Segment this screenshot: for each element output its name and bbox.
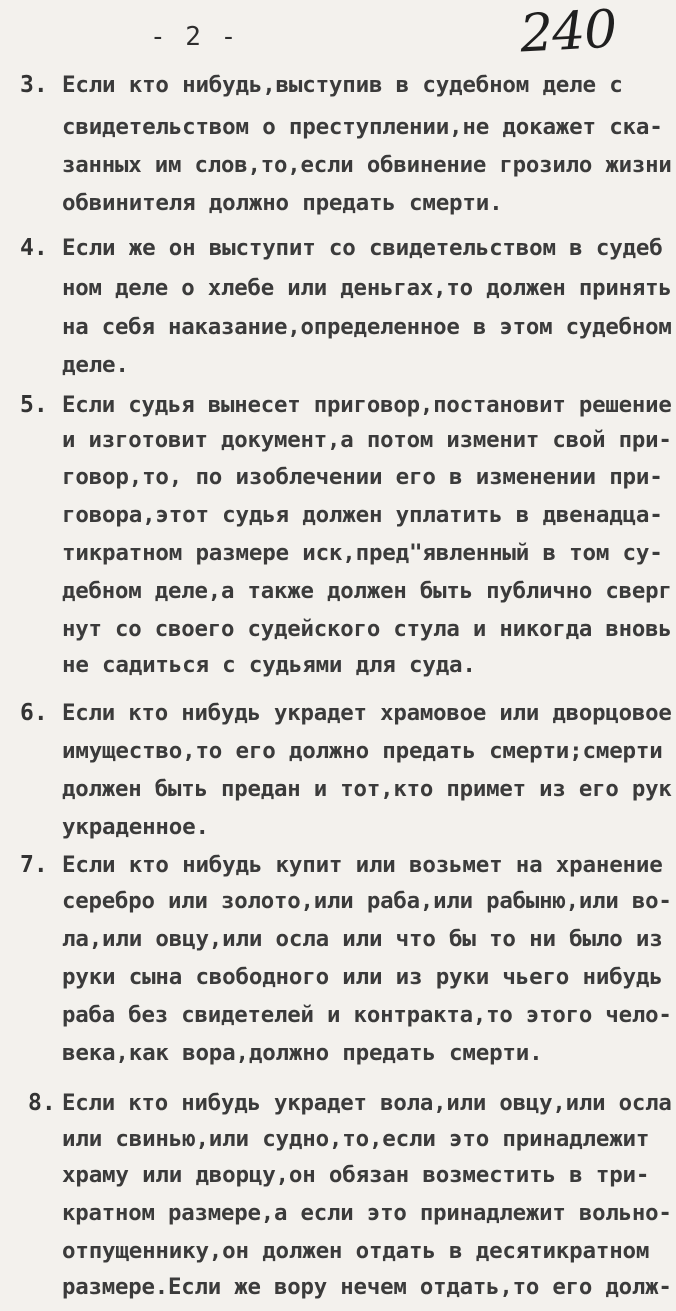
text-line: обвинителя должно предать смерти. (62, 190, 503, 216)
text-line: Если же он выступит со свидетельством в судеб (62, 235, 663, 261)
handwritten-archive-number: 240 (518, 0, 618, 65)
text-line: занных им слов,то,если обвинение грозило жизни (62, 152, 672, 178)
text-line: свидетельством о преступлении,не докажет ска- (62, 114, 663, 140)
text-line: Если кто нибудь украдет вола,или овцу,или осла (62, 1090, 672, 1116)
text-line: или свинью,или судно,то,если это принадлежит (62, 1126, 650, 1152)
text-line: говор,то, по изоблечении его в изменении при- (62, 464, 663, 490)
text-line: отпущеннику,он должен отдать в десятикратном (62, 1238, 650, 1264)
article-number: 6. (20, 700, 48, 726)
text-line: ном деле о хлебе или деньгах,то должен принять (62, 275, 672, 301)
text-line: ла,или овцу,или осла или что бы то ни было из (62, 926, 663, 952)
article-number: 8. (28, 1090, 56, 1116)
text-line: деле. (62, 352, 129, 378)
text-line: Если кто нибудь,выступив в судебном деле с (62, 72, 623, 98)
text-line: не садиться с судьями для суда. (62, 652, 476, 678)
article-number: 7. (20, 852, 48, 878)
text-line: века,как вора,должно предать смерти. (62, 1040, 543, 1066)
text-line: размере.Если же вору нечем отдать,то его долж- (62, 1274, 672, 1300)
article-number: 4. (20, 235, 48, 261)
text-line: дебном деле,а также должен быть публично сверг (62, 578, 672, 604)
text-line: Если судья вынесет приговор,постановит решение (62, 392, 672, 418)
article-number: 5. (20, 392, 48, 418)
text-line: руки сына свободного или из руки чьего нибудь (62, 964, 663, 990)
article-number: 3. (20, 72, 48, 98)
text-line: кратном размере,а если это принадлежит вольно- (62, 1200, 672, 1226)
page-number: - 2 - (150, 22, 239, 52)
text-line: говора,этот судья должен уплатить в двенадца- (62, 502, 663, 528)
text-line: храму или дворцу,он обязан возместить в три- (62, 1162, 650, 1188)
text-line: имущество,то его должно предать смерти;смерти (62, 738, 663, 764)
text-line: украденное. (62, 814, 209, 840)
text-line: на себя наказание,определенное в этом судебном (62, 314, 672, 340)
text-line: нут со своего судейского стула и никогда вновь (62, 616, 672, 642)
text-line: тикратном размере иск,пред"явленный в том су- (62, 540, 663, 566)
text-line: должен быть предан и тот,кто примет из его рук (62, 776, 672, 802)
text-line: Если кто нибудь украдет храмовое или дворцовое (62, 700, 672, 726)
text-line: серебро или золото,или раба,или рабыню,или во- (62, 888, 672, 914)
text-line: Если кто нибудь купит или возьмет на хранение (62, 852, 663, 878)
text-line: и изготовит документ,а потом изменит свой при- (62, 427, 672, 453)
text-line: раба без свидетелей и контракта,то этого чело- (62, 1002, 672, 1028)
